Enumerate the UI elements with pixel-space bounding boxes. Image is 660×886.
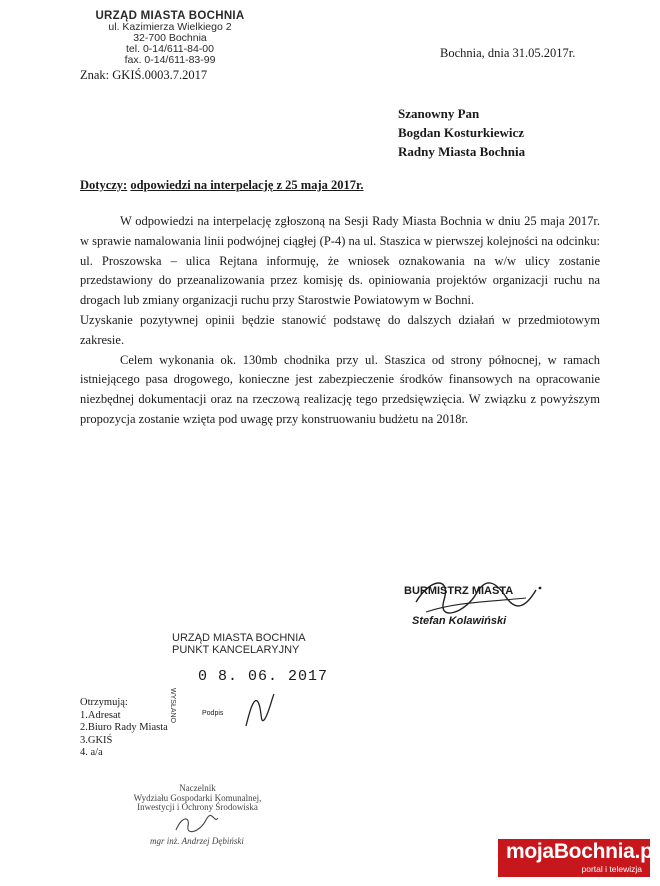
recipients-list	[80, 697, 168, 760]
approval-line: Inwestycji i Ochrony Środowiska	[137, 802, 258, 812]
recipient-item: 2.Biuro Rady Miasta	[80, 722, 168, 733]
sign-label: Podpis	[202, 710, 224, 717]
initials-scribble	[240, 690, 280, 730]
subject-text: odpowiedzi na interpelację z 25 maja 2017r.	[130, 178, 364, 192]
stamp-title: URZĄD MIASTA BOCHNIA	[95, 10, 245, 22]
body-paragraph: Uzyskanie pozytywnej opinii będzie stanowić podstawę do dalszych działań w przedmiotowym zakresie.	[80, 312, 600, 347]
stamp-line: ul. Kazimierza Wielkiego 2	[108, 21, 232, 33]
reference-number: Znak: GKIŚ.0003.7.2017	[80, 68, 208, 82]
addressee-line: Radny Miasta Bochnia	[398, 144, 526, 159]
body-paragraph: W odpowiedzi na interpelację zgłoszoną na Sesji Rady Miasta Bochnia w dniu 25 maja 2017r. w sprawie namalowania linii podwójnej ciągłej (P-4) na ul. Staszica w pierwszej kolejności na odcinku: ul. Proszowska – ulica Rejtana informuję, że wniosek oznakowania na w/w ulicy zostanie przedstawiony do przeanalizowania przez komisję ds. opiniowania projektów organizacji ruchu na drogach lub zmiany organizacji ruchu przy Starostwie Powiatowym w Bochni.	[80, 214, 600, 308]
addressee-line: Szanowny Pan	[398, 106, 480, 121]
recipient-item: 3.GKIŚ	[80, 734, 113, 746]
stamp-line: tel. 0-14/611-84-00	[126, 43, 214, 55]
registry-stamp	[172, 632, 306, 656]
logo-brand: mojaBochnia.pl	[506, 840, 659, 863]
approver-name: mgr inż. Andrzej Dębiński	[150, 836, 244, 846]
recipient-item: 4. a/a	[80, 747, 103, 758]
stamp-line: fax. 0-14/611-83-99	[124, 54, 216, 66]
subject-label: Dotyczy:	[80, 178, 128, 192]
recipient-item: 1.Adresat	[80, 709, 121, 721]
addressee-line: Bogdan Kosturkiewicz	[398, 125, 525, 140]
registry-stamp-line: PUNKT KANCELARYJNY	[172, 644, 300, 656]
office-header-stamp	[80, 10, 260, 66]
addressee-block	[398, 104, 525, 161]
approval-line: Wydziału Gospodarki Komunalnej,	[133, 792, 262, 803]
signatory-name: Stefan Kolawiński	[412, 615, 507, 627]
subject-line	[80, 178, 364, 193]
stamp-date: 0 8. 06. 2017	[198, 668, 329, 685]
department-head-stamp	[130, 784, 265, 813]
logo-tagline: portal i telewizja	[581, 864, 642, 874]
signatory-title: BURMISTRZ MIASTA	[404, 585, 514, 597]
registry-stamp-line: URZĄD MIASTA BOCHNIA	[172, 632, 306, 644]
letter-body	[80, 212, 600, 430]
approval-signature	[172, 812, 222, 836]
sent-label: WYSŁANO	[169, 688, 176, 724]
recipients-heading: Otrzymują:	[80, 697, 128, 708]
approval-line: Naczelnik	[179, 783, 216, 793]
portal-logo	[498, 839, 659, 877]
body-paragraph: Celem wykonania ok. 130mb chodnika przy ul. Staszica od strony północnej, w ramach istniejącego pasa drogowego, konieczne jest zabezpieczenie środków finansowych na opracowanie niezbędnej dokumentacji oraz na rzeczową realizację tego przedsięwzięcia. W związku z powyższym propozycja zostanie wzięta pod uwagę przy konstruowaniu budżetu na 2018r.	[80, 352, 600, 426]
letter-date: Bochnia, dnia 31.05.2017r.	[440, 46, 576, 60]
stamp-line: 32-700 Bochnia	[133, 32, 207, 44]
